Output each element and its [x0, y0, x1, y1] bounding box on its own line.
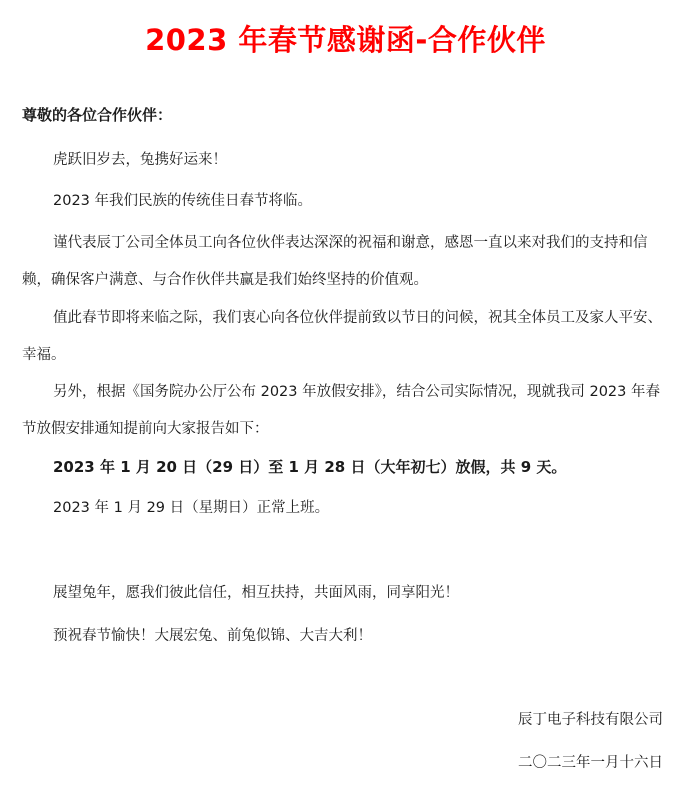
paragraph-new-year-wish: 展望兔年，愿我们彼此信任，相互扶持，共面风雨，同享阳光！: [53, 585, 459, 601]
paragraph-thanks: 谨代表辰丁公司全体员工向各位伙伴表达深深的祝福和谢意，感恩一直以来对我们的支持和信赖，确保客户满意、与合作伙伴共赢是我们始终坚持的价值观。: [22, 235, 648, 288]
paragraph-closing-wish: 预祝春节愉快！大展宏兔、前兔似锦、大吉大利！: [53, 628, 372, 644]
paragraph-greetings: 值此春节即将来临之际，我们衷心向各位伙伴提前致以节日的问候，祝其全体员工及家人平安、幸福。: [22, 310, 662, 363]
salutation: 尊敬的各位合作伙伴：: [22, 106, 173, 124]
signature-date: 二〇二三年一月十六日: [518, 755, 663, 771]
paragraph-holiday-notice: 另外，根据《国务院办公厅公布 2023 年放假安排》，结合公司实际情况，现就我司 2023 年春节放假安排通知提前向大家报告如下：: [22, 384, 660, 437]
signature-company: 辰丁电子科技有限公司: [518, 712, 663, 728]
letter-title: 2023 年春节感谢函-合作伙伴: [145, 23, 546, 57]
paragraph-opening-wish: 虎跃旧岁去，兔携好运来！: [53, 152, 227, 168]
paragraph-festival-approaching: 2023 年我们民族的传统佳日春节将临。: [53, 193, 313, 209]
paragraph-resume-work: 2023 年 1 月 29 日（星期日）正常上班。: [53, 500, 330, 516]
paragraph-holiday-dates: 2023 年 1 月 20 日（29 日）至 1 月 28 日（大年初七）放假，共 9 天。: [53, 458, 567, 476]
